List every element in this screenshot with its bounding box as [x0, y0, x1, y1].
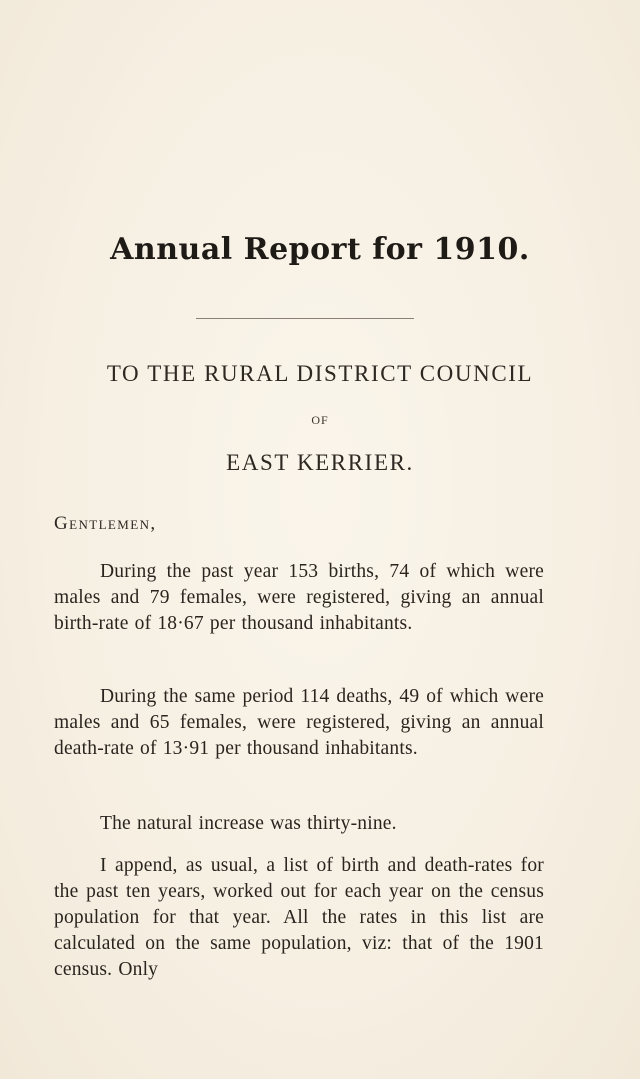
address-line-district: EAST KERRIER. — [226, 450, 414, 475]
title-divider — [196, 318, 414, 319]
address-line-council: TO THE RURAL DISTRICT COUNCIL — [106, 361, 534, 386]
paragraph-births: During the past year 153 births, 74 of which were males and 79 females, were registered, giving an annual birth-rate of 18·67 per thousand inhabitants. — [54, 561, 544, 634]
paragraph-rates-list: I append, as usual, a list of birth and death-rates for the past ten years, worked out for each year on the census population for that year. All the rates in this list are calculated on the same population, viz: that of the 1901 census. Only — [54, 855, 544, 980]
salutation: Gentlemen, — [54, 513, 157, 534]
paragraph-natural-increase: The natural increase was thirty-nine. — [100, 813, 397, 834]
paragraph-deaths: During the same period 114 deaths, 49 of which were males and 65 females, were registered, giving an annual death-rate of 13·91 per thousand inhabitants. — [54, 686, 544, 759]
address-line-of: OF — [311, 413, 329, 427]
page-title: Annual Report for 1910. — [110, 232, 530, 267]
